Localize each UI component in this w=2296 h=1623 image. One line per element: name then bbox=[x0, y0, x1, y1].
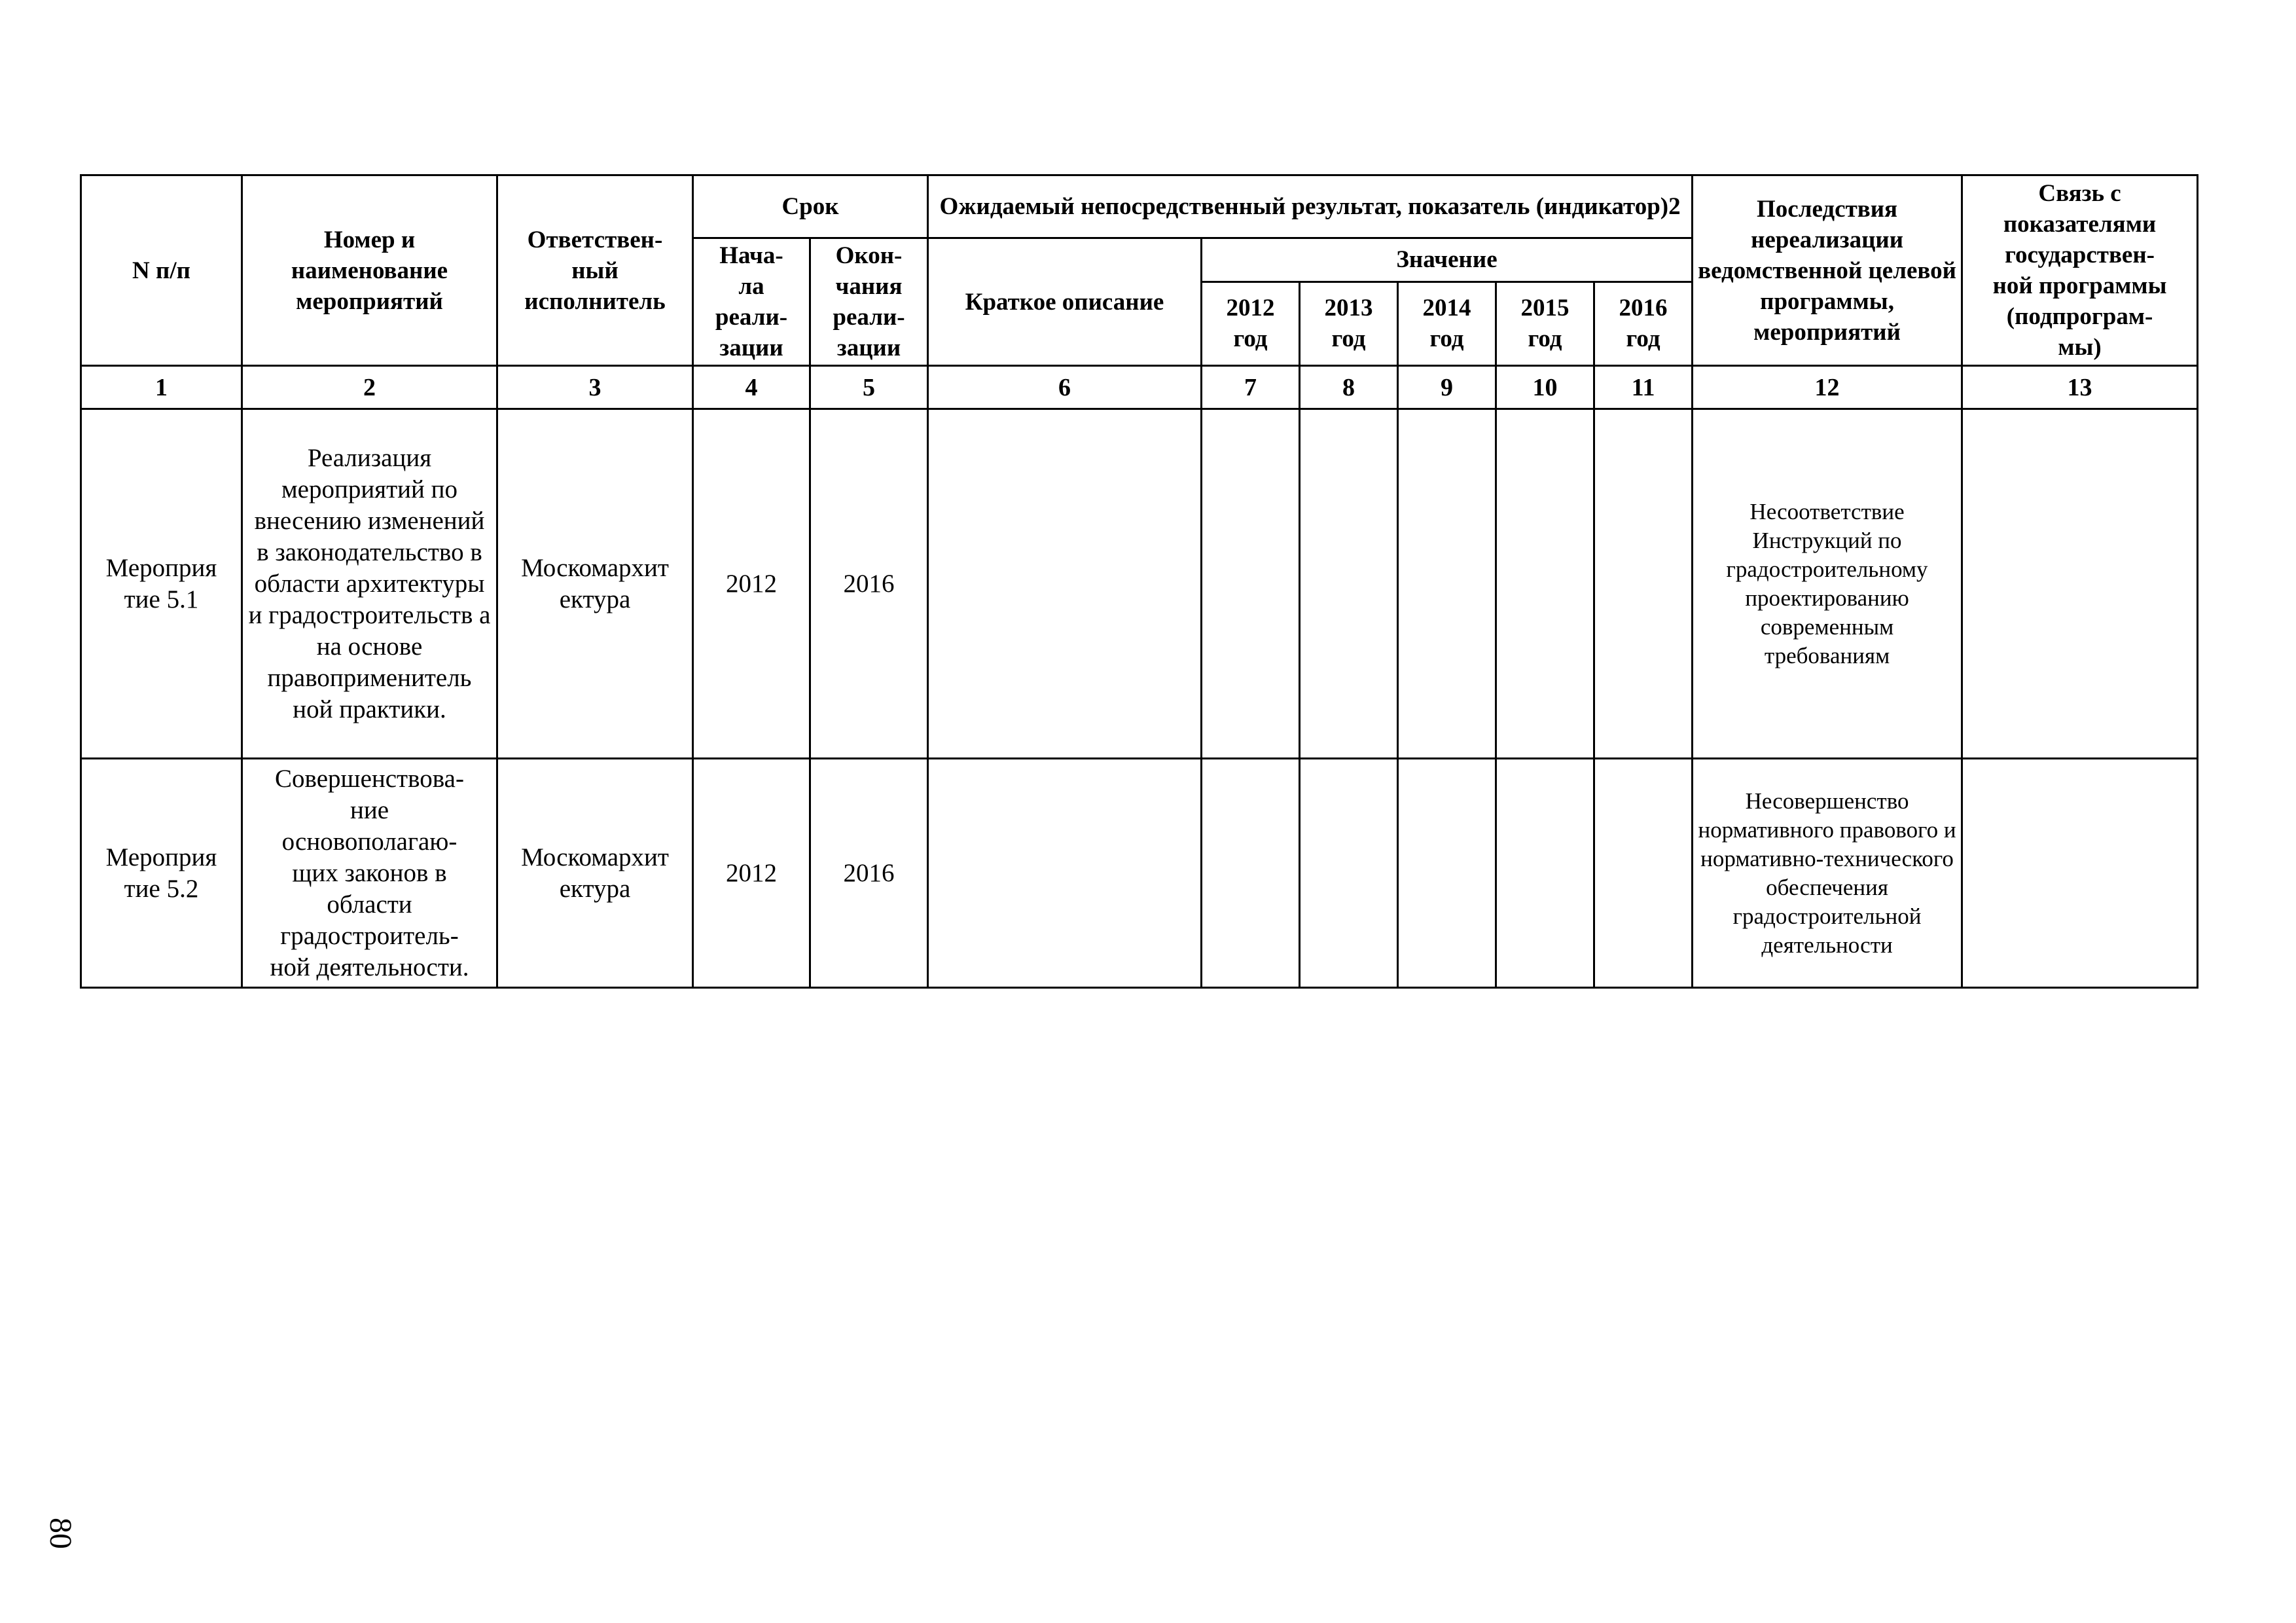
header-term-end: Окон- чания реали- зации bbox=[810, 238, 928, 366]
column-number: 4 bbox=[693, 366, 810, 409]
header-year-2013: 2013 год bbox=[1300, 282, 1398, 365]
row-value-2016 bbox=[1594, 759, 1693, 988]
column-number: 10 bbox=[1496, 366, 1594, 409]
program-table bbox=[80, 174, 2198, 989]
row-number: Мероприя тие 5.1 bbox=[81, 409, 242, 759]
row-link bbox=[1962, 759, 2198, 988]
row-value-2012 bbox=[1202, 759, 1300, 988]
header-year-2016: 2016 год bbox=[1594, 282, 1693, 365]
row-end: 2016 bbox=[810, 409, 928, 759]
header-term-start: Нача- ла реали- зации bbox=[693, 238, 810, 366]
column-number: 1 bbox=[81, 366, 242, 409]
row-link bbox=[1962, 409, 2198, 759]
header-term: Срок bbox=[693, 175, 928, 238]
column-number: 5 bbox=[810, 366, 928, 409]
row-number: Мероприя тие 5.2 bbox=[81, 759, 242, 988]
row-name: Совершенствова- ние основополагаю- щих законов в области градостроитель- ной деятельности. bbox=[242, 759, 497, 988]
column-number: 6 bbox=[928, 366, 1202, 409]
row-value-2015 bbox=[1496, 759, 1594, 988]
header-short-description: Краткое описание bbox=[928, 238, 1202, 366]
row-end: 2016 bbox=[810, 759, 928, 988]
row-consequences: Несовершенство нормативного правового и нормативно-технического обеспечения градостроительной деятельности bbox=[1693, 759, 1962, 988]
header-expected: Ожидаемый непосредственный результат, показатель (индикатор)2 bbox=[928, 175, 1693, 238]
column-number: 13 bbox=[1962, 366, 2198, 409]
row-value-2014 bbox=[1398, 409, 1496, 759]
header-link: Связь с показателями государствен- ной программы (подпрограм- мы) bbox=[1962, 175, 2198, 366]
table-row bbox=[81, 409, 2198, 759]
row-value-2016 bbox=[1594, 409, 1693, 759]
row-value-2013 bbox=[1300, 409, 1398, 759]
page-number: 80 bbox=[43, 1518, 78, 1549]
column-number: 8 bbox=[1300, 366, 1398, 409]
row-name: Реализация мероприятий по внесению изменений в законодательство в области архитектуры и градостроительств а на основе правоприменитель ной практики. bbox=[242, 409, 497, 759]
header-year-2012: 2012 год bbox=[1202, 282, 1300, 365]
column-number: 9 bbox=[1398, 366, 1496, 409]
column-number: 2 bbox=[242, 366, 497, 409]
row-start: 2012 bbox=[693, 759, 810, 988]
column-number: 12 bbox=[1693, 366, 1962, 409]
row-value-2013 bbox=[1300, 759, 1398, 988]
row-start: 2012 bbox=[693, 409, 810, 759]
column-number: 11 bbox=[1594, 366, 1693, 409]
row-short-description bbox=[928, 759, 1202, 988]
header-consequences: Последствия нереализации ведомственной целевой программы, мероприятий bbox=[1693, 175, 1962, 366]
row-value-2015 bbox=[1496, 409, 1594, 759]
row-value-2014 bbox=[1398, 759, 1496, 988]
row-consequences: Несоответствие Инструкций по градостроительному проектированию современным требованиям bbox=[1693, 409, 1962, 759]
header-year-2015: 2015 год bbox=[1496, 282, 1594, 365]
table-row bbox=[81, 759, 2198, 988]
row-short-description bbox=[928, 409, 1202, 759]
column-number: 3 bbox=[497, 366, 693, 409]
row-responsible: Москомархит ектура bbox=[497, 409, 693, 759]
row-value-2012 bbox=[1202, 409, 1300, 759]
column-number: 7 bbox=[1202, 366, 1300, 409]
header-year-2014: 2014 год bbox=[1398, 282, 1496, 365]
header-value: Значение bbox=[1202, 238, 1693, 282]
header-responsible: Ответствен- ный исполнитель bbox=[497, 175, 693, 366]
column-numbers-row bbox=[81, 366, 2198, 409]
header-name: Номер и наименование мероприятий bbox=[242, 175, 497, 366]
header-num: N п/п bbox=[81, 175, 242, 366]
row-responsible: Москомархит ектура bbox=[497, 759, 693, 988]
